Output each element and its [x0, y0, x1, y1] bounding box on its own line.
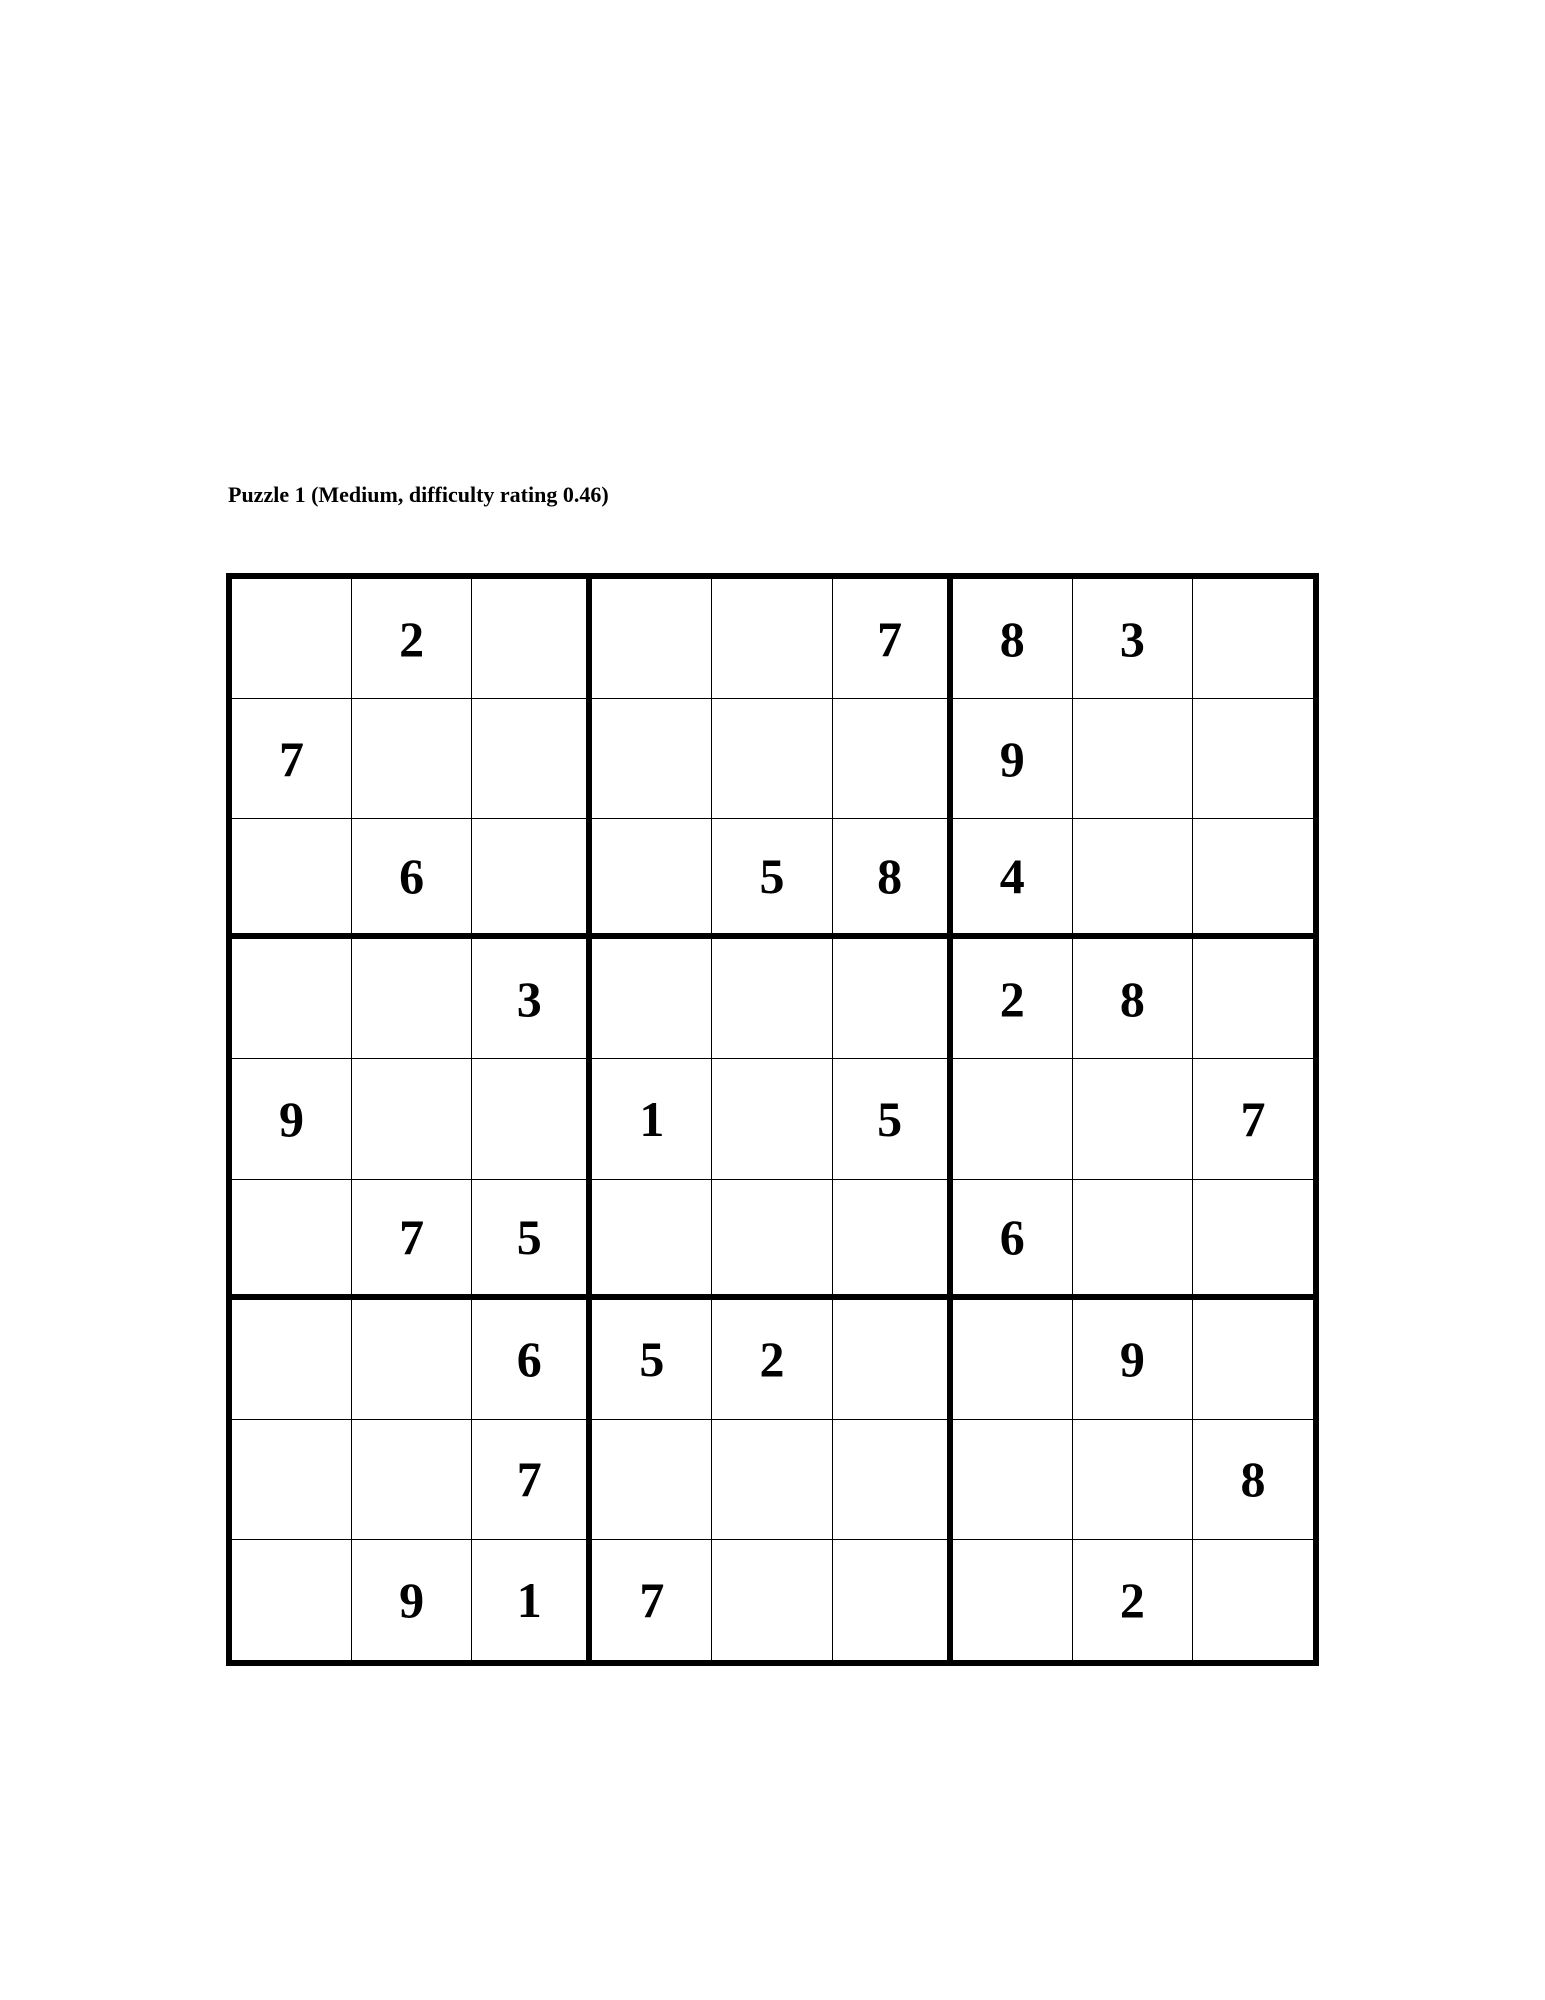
- sudoku-cell-r3-c2[interactable]: 6: [352, 819, 472, 939]
- sudoku-cell-r5-c8[interactable]: [1073, 1059, 1193, 1179]
- sudoku-cell-r2-c1[interactable]: 7: [232, 699, 352, 819]
- sudoku-cell-r2-c5[interactable]: [712, 699, 832, 819]
- sudoku-cell-r5-c5[interactable]: [712, 1059, 832, 1179]
- sudoku-cell-r3-c1[interactable]: [232, 819, 352, 939]
- sudoku-cell-r5-c4[interactable]: 1: [592, 1059, 712, 1179]
- sudoku-cell-r7-c8[interactable]: 9: [1073, 1300, 1193, 1420]
- sudoku-cell-r9-c4[interactable]: 7: [592, 1540, 712, 1660]
- sudoku-cell-r4-c5[interactable]: [712, 939, 832, 1059]
- sudoku-cell-r1-c4[interactable]: [592, 579, 712, 699]
- sudoku-cell-r7-c6[interactable]: [833, 1300, 953, 1420]
- sudoku-cell-r5-c1[interactable]: 9: [232, 1059, 352, 1179]
- sudoku-cell-r4-c3[interactable]: 3: [472, 939, 592, 1059]
- sudoku-cell-r2-c8[interactable]: [1073, 699, 1193, 819]
- sudoku-cell-r1-c5[interactable]: [712, 579, 832, 699]
- sudoku-cell-r2-c7[interactable]: 9: [953, 699, 1073, 819]
- sudoku-cell-r3-c9[interactable]: [1193, 819, 1313, 939]
- sudoku-cell-r8-c1[interactable]: [232, 1420, 352, 1540]
- sudoku-cell-r9-c5[interactable]: [712, 1540, 832, 1660]
- sudoku-cell-r7-c2[interactable]: [352, 1300, 472, 1420]
- sudoku-cell-r6-c8[interactable]: [1073, 1180, 1193, 1300]
- sudoku-cell-r8-c2[interactable]: [352, 1420, 472, 1540]
- sudoku-cell-r4-c6[interactable]: [833, 939, 953, 1059]
- sudoku-cell-r9-c9[interactable]: [1193, 1540, 1313, 1660]
- sudoku-cell-r9-c2[interactable]: 9: [352, 1540, 472, 1660]
- sudoku-cell-r9-c6[interactable]: [833, 1540, 953, 1660]
- sudoku-cell-r5-c2[interactable]: [352, 1059, 472, 1179]
- sudoku-cell-r7-c7[interactable]: [953, 1300, 1073, 1420]
- sudoku-cell-r1-c3[interactable]: [472, 579, 592, 699]
- sudoku-cell-r6-c6[interactable]: [833, 1180, 953, 1300]
- sudoku-cell-r4-c9[interactable]: [1193, 939, 1313, 1059]
- sudoku-cell-r1-c6[interactable]: 7: [833, 579, 953, 699]
- sudoku-cell-r3-c4[interactable]: [592, 819, 712, 939]
- sudoku-cell-r8-c8[interactable]: [1073, 1420, 1193, 1540]
- sudoku-cell-r7-c1[interactable]: [232, 1300, 352, 1420]
- sudoku-cell-r5-c3[interactable]: [472, 1059, 592, 1179]
- sudoku-grid: [226, 573, 1319, 1666]
- sudoku-cell-r8-c5[interactable]: [712, 1420, 832, 1540]
- sudoku-cell-r6-c3[interactable]: 5: [472, 1180, 592, 1300]
- sudoku-cell-r7-c5[interactable]: 2: [712, 1300, 832, 1420]
- sudoku-cell-r2-c9[interactable]: [1193, 699, 1313, 819]
- sudoku-cell-r7-c4[interactable]: 5: [592, 1300, 712, 1420]
- sudoku-cell-r6-c9[interactable]: [1193, 1180, 1313, 1300]
- sudoku-cell-r3-c6[interactable]: 8: [833, 819, 953, 939]
- sudoku-cell-r3-c5[interactable]: 5: [712, 819, 832, 939]
- sudoku-cell-r1-c1[interactable]: [232, 579, 352, 699]
- sudoku-cell-r9-c1[interactable]: [232, 1540, 352, 1660]
- puzzle-title: Puzzle 1 (Medium, difficulty rating 0.46): [228, 482, 609, 507]
- sudoku-cell-r4-c8[interactable]: 8: [1073, 939, 1193, 1059]
- sudoku-cell-r5-c6[interactable]: 5: [833, 1059, 953, 1179]
- sudoku-cell-r4-c7[interactable]: 2: [953, 939, 1073, 1059]
- sudoku-cell-r2-c3[interactable]: [472, 699, 592, 819]
- sudoku-cell-r7-c9[interactable]: [1193, 1300, 1313, 1420]
- sudoku-cell-r3-c3[interactable]: [472, 819, 592, 939]
- sudoku-cell-r8-c7[interactable]: [953, 1420, 1073, 1540]
- sudoku-cell-r8-c6[interactable]: [833, 1420, 953, 1540]
- sudoku-cell-r5-c7[interactable]: [953, 1059, 1073, 1179]
- sudoku-cell-r9-c7[interactable]: [953, 1540, 1073, 1660]
- sudoku-cell-r2-c6[interactable]: [833, 699, 953, 819]
- sudoku-cell-r4-c1[interactable]: [232, 939, 352, 1059]
- sudoku-cell-r6-c7[interactable]: 6: [953, 1180, 1073, 1300]
- sudoku-cell-r8-c3[interactable]: 7: [472, 1420, 592, 1540]
- sudoku-cell-r9-c8[interactable]: 2: [1073, 1540, 1193, 1660]
- sudoku-cell-r6-c2[interactable]: 7: [352, 1180, 472, 1300]
- sudoku-cell-r6-c5[interactable]: [712, 1180, 832, 1300]
- sudoku-cell-r2-c2[interactable]: [352, 699, 472, 819]
- sudoku-cell-r2-c4[interactable]: [592, 699, 712, 819]
- sudoku-cell-r1-c7[interactable]: 8: [953, 579, 1073, 699]
- sudoku-cell-r7-c3[interactable]: 6: [472, 1300, 592, 1420]
- sudoku-cell-r6-c4[interactable]: [592, 1180, 712, 1300]
- sudoku-cell-r3-c7[interactable]: 4: [953, 819, 1073, 939]
- sudoku-cell-r9-c3[interactable]: 1: [472, 1540, 592, 1660]
- sudoku-cell-r4-c2[interactable]: [352, 939, 472, 1059]
- sudoku-cell-r1-c8[interactable]: 3: [1073, 579, 1193, 699]
- sudoku-cell-r8-c9[interactable]: 8: [1193, 1420, 1313, 1540]
- sudoku-cell-r1-c2[interactable]: 2: [352, 579, 472, 699]
- sudoku-cell-r1-c9[interactable]: [1193, 579, 1313, 699]
- sudoku-cell-r6-c1[interactable]: [232, 1180, 352, 1300]
- sudoku-cell-r5-c9[interactable]: 7: [1193, 1059, 1313, 1179]
- sudoku-cell-r8-c4[interactable]: [592, 1420, 712, 1540]
- sudoku-cell-r4-c4[interactable]: [592, 939, 712, 1059]
- sudoku-cell-r3-c8[interactable]: [1073, 819, 1193, 939]
